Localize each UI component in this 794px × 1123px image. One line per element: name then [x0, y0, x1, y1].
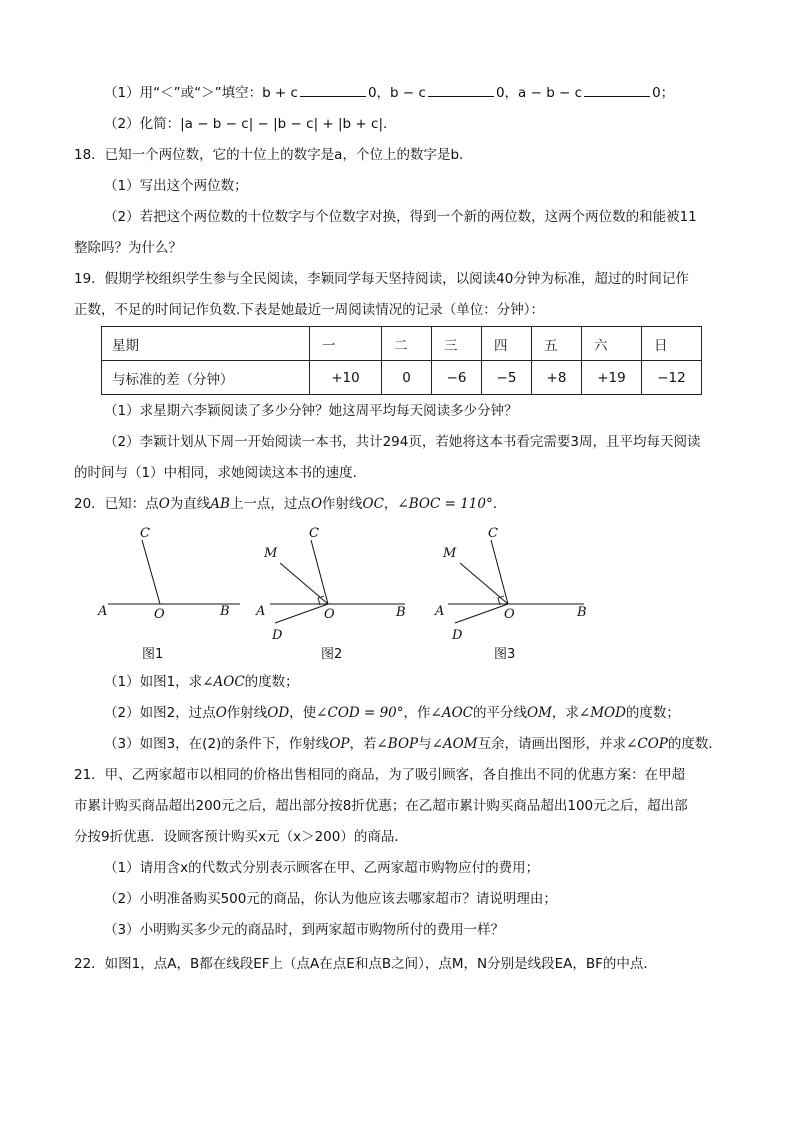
day-cell: 五: [532, 327, 582, 361]
diff-cell: +19: [582, 361, 642, 395]
label-a: A: [256, 604, 266, 619]
answer-blank[interactable]: [584, 84, 650, 97]
caption-fig2: 图2: [321, 647, 343, 662]
label-d: D: [272, 628, 283, 643]
label-b: B: [577, 605, 587, 620]
label-m: M: [443, 546, 457, 561]
q21-stem-line1: 21．甲、乙两家超市以相同的价格出售相同的商品，为了吸引顾客，各自推出不同的优惠方案：在甲超: [74, 767, 686, 783]
label-a: A: [435, 604, 445, 619]
label-b: B: [396, 605, 406, 620]
day-cell: 日: [642, 327, 702, 361]
label-c: C: [140, 526, 150, 541]
figure-2: [255, 526, 406, 662]
label-a: A: [98, 604, 108, 619]
q21-part1: （1）请用含x的代数式分别表示顾客在甲、乙两家超市购物应付的费用；: [104, 860, 540, 876]
table-row: [102, 327, 702, 361]
q18-part2-line1: （2）若把这个两位数的十位数字与个位数字对换，得到一个新的两位数，这两个两位数的和能被11: [104, 209, 697, 225]
day-cell: 二: [382, 327, 432, 361]
geometry-figures: [90, 520, 610, 665]
label-c: C: [488, 526, 498, 541]
q18-part1: （1）写出这个两位数；: [104, 178, 248, 194]
q18-stem: 18．已知一个两位数，它的十位上的数字是a，个位上的数字是b．: [74, 147, 473, 163]
figure-3: [434, 526, 587, 662]
answer-blank[interactable]: [428, 84, 494, 97]
diff-cell: 0: [382, 361, 432, 395]
q21-part3: （3）小明购买多少元的商品时，到两家超市购物所付的费用一样？: [104, 922, 505, 938]
diff-cell: +10: [310, 361, 382, 395]
q19-part2-line1: （2）李颖计划从下周一开始阅读一本书，共计294页，若她将这本书看完需要3周，且平均每天阅读: [104, 434, 701, 450]
label-c: C: [309, 526, 319, 541]
diff-cell: −6: [432, 361, 482, 395]
q17-part2: （2）化简：|a − b − c| − |b − c| + |b + c|．: [104, 116, 397, 132]
q21-part2: （2）小明准备购买500元的商品，你认为他应该去哪家超市？请说明理由；: [104, 891, 557, 907]
table-row-label: 与标准的差（分钟）: [102, 361, 310, 395]
label-b: B: [220, 604, 230, 619]
q21-stem-line3: 分按9折优惠．设顾客预计购买x元（x＞200）的商品．: [74, 829, 408, 845]
table-row: [102, 361, 702, 395]
q22-stem: 22．如图1，点A，B都在线段EF上（点A在点E和点B之间），点M，N分别是线段EA，BF的中点．: [74, 956, 657, 972]
q20-part3: （3）如图3，在(2)的条件下，作射线OP，若∠BOP与∠AOM互余，请画出图形，并求∠COP的度数．: [104, 736, 722, 752]
reading-table: [101, 326, 702, 395]
diff-cell: +8: [532, 361, 582, 395]
label-o: O: [504, 607, 515, 622]
label-o: O: [154, 607, 165, 622]
q19-part2-line2: 的时间与（1）中相同，求她阅读这本书的速度．: [74, 465, 367, 481]
diff-cell: −12: [642, 361, 702, 395]
table-header-label: 星期: [102, 327, 310, 361]
q20-stem: 20．已知：点O为直线AB上一点，过点O作射线OC，∠BOC = 110°．: [74, 496, 507, 512]
diff-cell: −5: [482, 361, 532, 395]
figure-1: [97, 526, 240, 662]
caption-fig1: 图1: [142, 647, 164, 662]
label-o: O: [324, 607, 335, 622]
day-cell: 一: [310, 327, 382, 361]
q18-part2-line2: 整除吗？为什么？: [74, 240, 182, 256]
q19-stem-line1: 19．假期学校组织学生参与全民阅读，李颖同学每天坚持阅读，以阅读40分钟为标准，超过的时间记作: [74, 271, 689, 287]
q21-stem-line2: 市累计购买商品超出200元之后，超出部分按8折优惠；在乙超市累计购买商品超出100元之后，超出部: [74, 798, 688, 814]
day-cell: 六: [582, 327, 642, 361]
day-cell: 四: [482, 327, 532, 361]
q19-stem-line2: 正数，不足的时间记作负数.下表是她最近一周阅读情况的记录（单位：分钟）：: [74, 302, 545, 318]
q17-part1: （1）用“＜”或“＞”填空：b + c 0，b − c 0，a − b − c 0；: [104, 85, 675, 101]
label-m: M: [264, 546, 278, 561]
label-d: D: [452, 628, 463, 643]
caption-fig3: 图3: [494, 647, 516, 662]
answer-blank[interactable]: [300, 84, 366, 97]
q20-part2: （2）如图2，过点O作射线OD，使∠COD = 90°，作∠AOC的平分线OM，求∠MOD的度数；: [104, 705, 680, 721]
q20-part1: （1）如图1，求∠AOC的度数；: [104, 674, 299, 690]
day-cell: 三: [432, 327, 482, 361]
q19-part1: （1）求星期六李颖阅读了多少分钟？她这周平均每天阅读多少分钟？: [104, 403, 518, 419]
